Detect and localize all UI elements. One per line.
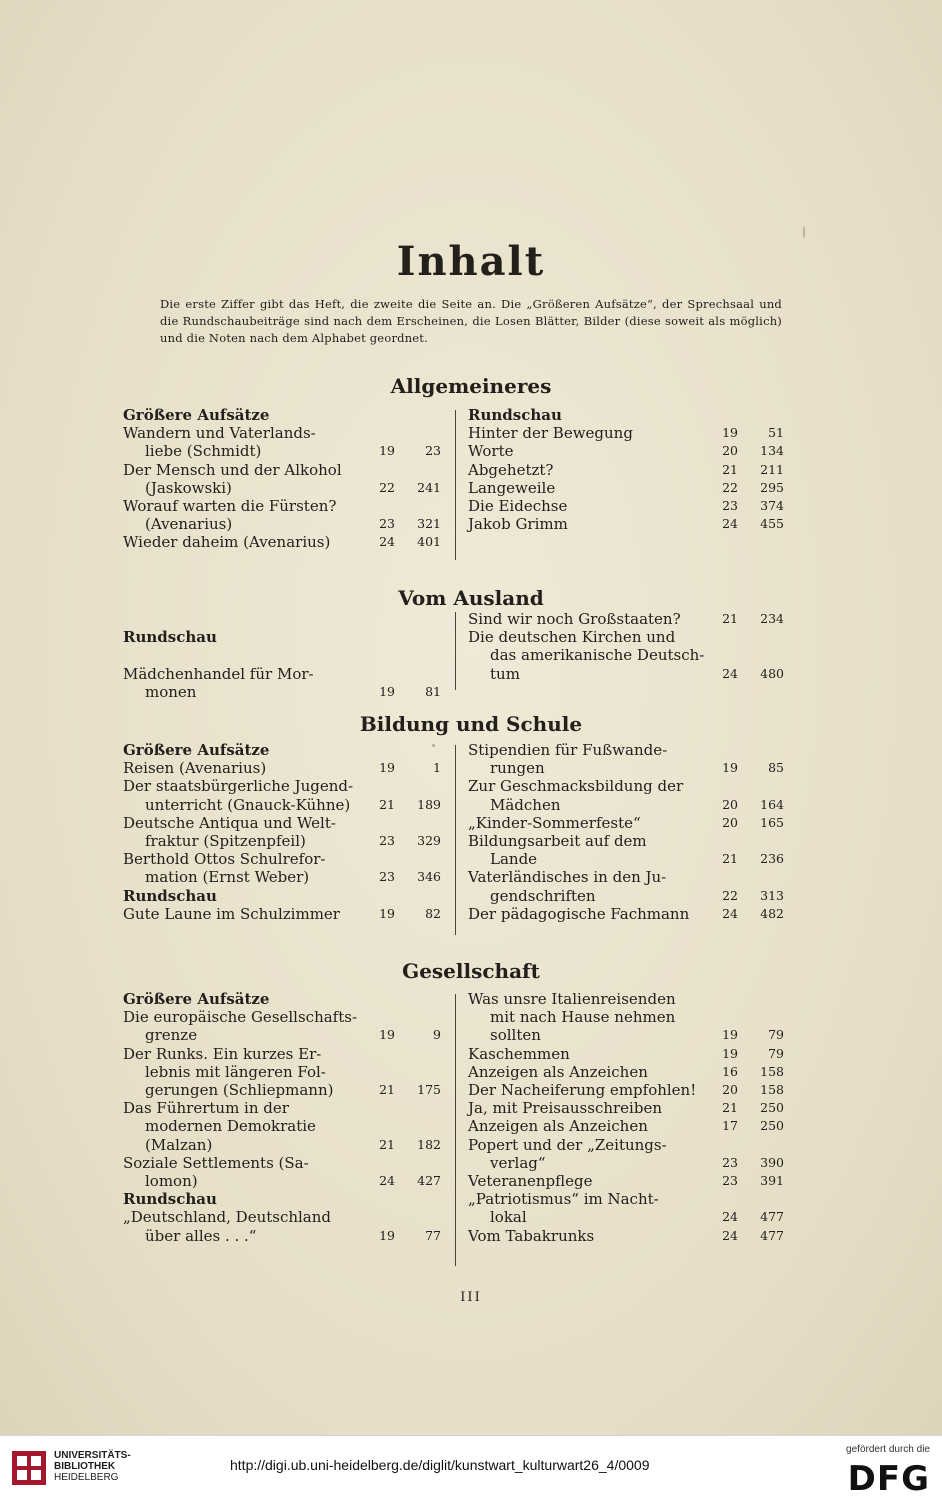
toc-entry-text: „Deutschland, Deutschland [123, 1208, 332, 1227]
toc-entry [123, 850, 441, 868]
toc-entry-text: (Jaskowski) [145, 478, 232, 497]
toc-entry [468, 1172, 784, 1190]
toc-entry-text: monen [145, 682, 197, 701]
toc-page-number: 23 [425, 443, 441, 459]
toc-entry-text: Ja, mit Preisausschreiben [468, 1099, 662, 1118]
toc-entry [123, 515, 441, 533]
toc-entry-text: Jakob Grimm [468, 515, 568, 534]
toc-page-number: 346 [417, 869, 441, 885]
toc-entry-text: lomon) [145, 1172, 198, 1191]
toc-issue-number: 23 [379, 869, 395, 885]
toc-entry [468, 424, 784, 442]
toc-entry-text: gerungen (Schliepmann) [145, 1081, 334, 1100]
toc-issue-number: 20 [722, 796, 738, 812]
paper-speck [432, 744, 435, 747]
toc-page-number: 427 [417, 1173, 441, 1189]
toc-column [123, 610, 441, 701]
toc-issue-number: 20 [722, 443, 738, 459]
toc-page-number: 295 [760, 479, 784, 495]
dfg-logo: DFG [847, 1459, 930, 1499]
toc-entry-text: Worte [468, 442, 514, 461]
toc-entry [123, 424, 441, 442]
toc-entry-text: Die europäische Gesellschafts- [123, 1008, 358, 1027]
toc-page-number: 134 [760, 443, 784, 459]
toc-entry [468, 461, 784, 479]
toc-entry [123, 461, 441, 479]
toc-entry [468, 497, 784, 515]
toc-entry [468, 515, 784, 533]
toc-issue-number: 19 [379, 443, 395, 459]
toc-issue-number: 23 [722, 498, 738, 514]
toc-entry [468, 1026, 784, 1044]
toc-entry-text: Gute Laune im Schulzimmer [123, 904, 340, 923]
toc-entry-text: mit nach Hause nehmen [490, 1008, 676, 1027]
toc-issue-number: 16 [722, 1063, 738, 1079]
toc-entry [123, 683, 441, 701]
toc-entry-text: Der pädagogische Fachmann [468, 904, 690, 923]
toc-entry [123, 646, 441, 664]
funding-label: gefördert durch die [846, 1444, 930, 1455]
toc-entry-text: fraktur (Spitzenpfeil) [145, 832, 306, 851]
toc-issue-number: 23 [379, 833, 395, 849]
toc-page-number: 9 [433, 1027, 441, 1043]
toc-entry-text: Der staatsbürgerliche Jugend- [123, 777, 354, 796]
toc-issue-number: 24 [722, 905, 738, 921]
paper-speck [803, 226, 805, 238]
toc-entry-text: Stipendien für Fußwande- [468, 741, 668, 759]
toc-entry [123, 1227, 441, 1245]
toc-column [123, 990, 441, 1245]
toc-entry [468, 610, 784, 628]
toc-entry-text: über alles . . .“ [145, 1226, 257, 1245]
toc-entry [468, 887, 784, 905]
toc-entry-text: Der Nacheiferung empfohlen! [468, 1081, 697, 1100]
toc-entry-text: Die deutschen Kirchen und [468, 628, 676, 647]
toc-entry-text: Größere Aufsätze [123, 741, 270, 759]
toc-entry-text: Langeweile [468, 478, 556, 497]
toc-entry-text: Rundschau [123, 1190, 217, 1209]
toc-entry-text: Die Eidechse [468, 497, 568, 516]
toc-issue-number: 24 [722, 665, 738, 681]
toc-issue-number: 23 [722, 1173, 738, 1189]
toc-entry [123, 905, 441, 923]
toc-entry [468, 665, 784, 683]
toc-entry [123, 814, 441, 832]
toc-column [123, 741, 441, 923]
column-divider [455, 410, 456, 560]
toc-issue-number: 24 [722, 516, 738, 532]
toc-entry-text: Der Mensch und der Alkohol [123, 460, 342, 479]
toc-column [123, 406, 441, 552]
toc-entry [123, 533, 441, 551]
toc-entry-text: Was unsre Italienreisenden [468, 990, 676, 1008]
toc-entry-text: Berthold Ottos Schulrefor- [123, 850, 326, 869]
toc-entry-text: Deutsche Antiqua und Welt- [123, 813, 336, 832]
toc-entry [123, 796, 441, 814]
toc-page-number: 313 [760, 887, 784, 903]
toc-entry [468, 1227, 784, 1245]
toc-entry [123, 442, 441, 460]
toc-entry-text: tum [490, 664, 520, 683]
toc-entry [123, 832, 441, 850]
toc-page-number: 321 [417, 516, 441, 532]
toc-page-number: 165 [760, 814, 784, 830]
toc-entry-text: mation (Ernst Weber) [145, 868, 310, 887]
toc-page-number: 329 [417, 833, 441, 849]
toc-page-number: 236 [760, 851, 784, 867]
toc-page-number: 211 [760, 461, 784, 477]
section-title-gesellschaft: Gesellschaft [402, 959, 540, 983]
toc-entry-text: (Avenarius) [145, 515, 233, 534]
library-name: UNIVERSITÄTS- BIBLIOTHEK HEIDELBERG [54, 1450, 131, 1483]
toc-entry-text: Soziale Settlements (Sa- [123, 1153, 309, 1172]
toc-entry-text: Sind wir noch Großstaaten? [468, 610, 681, 628]
toc-entry [123, 777, 441, 795]
toc-entry-text: Veteranenpflege [468, 1172, 593, 1191]
toc-page-number: 182 [417, 1136, 441, 1152]
column-divider [455, 994, 456, 1266]
toc-entry-text: Hinter der Bewegung [468, 424, 633, 443]
toc-entry [468, 646, 784, 664]
toc-subheading [123, 406, 441, 424]
toc-entry [123, 1081, 441, 1099]
section-title-ausland: Vom Ausland [398, 586, 544, 610]
toc-entry [123, 1117, 441, 1135]
toc-entry [468, 1190, 784, 1208]
toc-issue-number: 20 [722, 814, 738, 830]
toc-entry-text: Rundschau [468, 406, 562, 424]
toc-entry-text: Zur Geschmacksbildung der [468, 777, 684, 796]
toc-page-number: 158 [760, 1063, 784, 1079]
toc-page-number: 81 [425, 683, 441, 699]
toc-page-number: 477 [760, 1227, 784, 1243]
toc-entry [468, 868, 784, 886]
toc-issue-number: 17 [722, 1118, 738, 1134]
toc-subheading [123, 887, 441, 905]
toc-entry-text: Rundschau [123, 886, 217, 905]
toc-entry [468, 1081, 784, 1099]
toc-entry [123, 759, 441, 777]
toc-page-number: 85 [768, 760, 784, 776]
toc-column [468, 610, 784, 683]
toc-entry-text: Das Führertum in der [123, 1099, 289, 1118]
toc-entry [468, 1154, 784, 1172]
toc-subheading [123, 990, 441, 1008]
toc-entry [123, 665, 441, 683]
toc-subheading [123, 1190, 441, 1208]
toc-page-number: 241 [417, 479, 441, 495]
page-title: Inhalt [396, 238, 546, 285]
toc-entry [468, 759, 784, 777]
toc-entry-text [123, 646, 128, 664]
toc-entry [468, 1117, 784, 1135]
toc-issue-number: 21 [722, 461, 738, 477]
toc-entry-text: lebnis mit längeren Fol- [145, 1062, 326, 1081]
toc-issue-number: 24 [722, 1209, 738, 1225]
toc-entry-text: Worauf warten die Fürsten? [123, 497, 337, 516]
toc-entry [468, 850, 784, 868]
toc-entry-text: grenze [145, 1026, 198, 1045]
toc-entry [468, 442, 784, 460]
toc-issue-number: 19 [379, 1227, 395, 1243]
toc-issue-number: 21 [379, 1082, 395, 1098]
toc-page-number: 189 [417, 796, 441, 812]
toc-entry [468, 814, 784, 832]
toc-entry [468, 1208, 784, 1226]
toc-entry-text: Popert und der „Zeitungs- [468, 1135, 667, 1154]
section-title-bildung: Bildung und Schule [359, 712, 583, 736]
toc-column [468, 406, 784, 533]
toc-issue-number: 22 [722, 479, 738, 495]
toc-issue-number: 19 [379, 905, 395, 921]
toc-entry-text: Abgehetzt? [468, 460, 554, 479]
toc-page-number: 477 [760, 1209, 784, 1225]
toc-page-number: 1 [433, 760, 441, 776]
toc-page-number: 250 [760, 1118, 784, 1134]
toc-page-number: 158 [760, 1082, 784, 1098]
toc-entry [468, 1008, 784, 1026]
toc-entry [468, 1099, 784, 1117]
toc-entry-text: Anzeigen als Anzeichen [468, 1117, 648, 1136]
toc-entry-text: unterricht (Gnauck-Kühne) [145, 795, 351, 814]
viewer-footer [0, 1435, 942, 1503]
toc-entry-text: Kaschemmen [468, 1044, 570, 1063]
page-folio: III [460, 1290, 482, 1305]
toc-page-number: 175 [417, 1082, 441, 1098]
toc-page-number: 401 [417, 534, 441, 550]
toc-issue-number: 22 [379, 479, 395, 495]
toc-subheading [468, 406, 784, 424]
toc-entry [123, 1172, 441, 1190]
toc-issue-number: 19 [379, 1027, 395, 1043]
toc-issue-number: 19 [722, 1027, 738, 1043]
toc-entry-text: Bildungsarbeit auf dem [468, 832, 647, 851]
toc-entry-text: Mädchen [490, 795, 561, 814]
toc-issue-number: 21 [379, 796, 395, 812]
toc-entry-text: rungen [490, 759, 545, 778]
toc-entry [468, 905, 784, 923]
university-library-logo-icon [12, 1451, 46, 1485]
toc-entry [468, 777, 784, 795]
toc-entry [123, 497, 441, 515]
toc-entry-text: modernen Demokratie [145, 1117, 316, 1136]
toc-page-number: 250 [760, 1100, 784, 1116]
toc-issue-number: 19 [722, 760, 738, 776]
toc-subheading [123, 741, 441, 759]
toc-entry [468, 741, 784, 759]
intro-note: Die erste Ziffer gibt das Heft, die zweite die Seite an. Die „Größeren Aufsätze“, der Sprechsaal und die Rundschaubeiträge sind nach dem Erscheinen, die Losen Blätter, Bilder (diese soweit als möglich) und die Noten nach dem Alphabet geordnet. [160, 297, 782, 345]
toc-entry [123, 1154, 441, 1172]
toc-entry [468, 796, 784, 814]
toc-entry [468, 1136, 784, 1154]
toc-issue-number: 21 [722, 1100, 738, 1116]
toc-subheading [123, 628, 441, 646]
toc-entry [468, 990, 784, 1008]
toc-entry-text: Wandern und Vaterlands- [123, 424, 316, 443]
toc-issue-number: 24 [379, 1173, 395, 1189]
toc-entry-text: Vom Tabakrunks [468, 1226, 595, 1245]
toc-entry-text [123, 610, 128, 628]
toc-entry-text: Größere Aufsätze [123, 990, 270, 1008]
toc-entry-text: verlag“ [490, 1153, 546, 1172]
toc-entry [123, 868, 441, 886]
toc-page-number: 480 [760, 665, 784, 681]
toc-entry-text: liebe (Schmidt) [145, 442, 262, 461]
toc-entry [123, 1045, 441, 1063]
section-title-allgemeines: Allgemeineres [390, 374, 552, 398]
toc-entry-text: Rundschau [123, 628, 217, 647]
toc-entry-text: lokal [490, 1208, 527, 1227]
toc-page-number: 79 [768, 1045, 784, 1061]
toc-issue-number: 21 [722, 851, 738, 867]
toc-entry [123, 1063, 441, 1081]
toc-issue-number: 19 [379, 760, 395, 776]
toc-entry-text: Lande [490, 850, 538, 869]
toc-entry [468, 1063, 784, 1081]
toc-entry-text: Anzeigen als Anzeichen [468, 1062, 648, 1081]
toc-issue-number: 19 [379, 683, 395, 699]
toc-entry [123, 1099, 441, 1117]
toc-entry [123, 610, 441, 628]
toc-entry-text: „Kinder-Sommerfeste“ [468, 813, 641, 832]
toc-entry-text: Größere Aufsätze [123, 406, 270, 424]
toc-page-number: 164 [760, 796, 784, 812]
toc-issue-number: 22 [722, 887, 738, 903]
toc-page-number: 51 [768, 425, 784, 441]
toc-entry-text: Mädchenhandel für Mor- [123, 664, 314, 683]
toc-entry-text: Reisen (Avenarius) [123, 759, 267, 778]
toc-issue-number: 23 [722, 1154, 738, 1170]
toc-entry-text: das amerikanische Deutsch- [490, 646, 705, 665]
toc-column [468, 990, 784, 1245]
toc-issue-number: 19 [722, 1045, 738, 1061]
toc-entry [123, 1026, 441, 1044]
toc-issue-number: 21 [379, 1136, 395, 1152]
toc-column [468, 741, 784, 923]
toc-page-number: 234 [760, 611, 784, 626]
toc-issue-number: 23 [379, 516, 395, 532]
toc-entry-text: sollten [490, 1026, 541, 1045]
toc-entry-text: Wieder daheim (Avenarius) [123, 533, 331, 552]
toc-entry [123, 1008, 441, 1026]
toc-page-number: 455 [760, 516, 784, 532]
toc-issue-number: 20 [722, 1082, 738, 1098]
toc-entry [123, 1208, 441, 1226]
toc-page-number: 79 [768, 1027, 784, 1043]
toc-issue-number: 24 [722, 1227, 738, 1243]
toc-page-number: 77 [425, 1227, 441, 1243]
toc-entry-text: (Malzan) [145, 1135, 213, 1154]
toc-page-number: 374 [760, 498, 784, 514]
toc-entry-text: Vaterländisches in den Ju- [468, 868, 667, 887]
toc-page-number: 390 [760, 1154, 784, 1170]
toc-page-number: 82 [425, 905, 441, 921]
toc-page-number: 482 [760, 905, 784, 921]
column-divider [455, 745, 456, 935]
toc-entry [123, 479, 441, 497]
column-divider [455, 612, 456, 690]
page-url[interactable]: http://digi.ub.uni-heidelberg.de/diglit/kunstwart_kulturwart26_4/0009 [230, 1457, 650, 1473]
toc-issue-number: 19 [722, 425, 738, 441]
toc-issue-number: 21 [722, 611, 738, 626]
toc-entry [468, 832, 784, 850]
toc-issue-number: 24 [379, 534, 395, 550]
toc-entry-text: gendschriften [490, 886, 596, 905]
toc-entry [468, 628, 784, 646]
toc-entry [468, 479, 784, 497]
toc-entry-text: Der Runks. Ein kurzes Er- [123, 1044, 322, 1063]
toc-entry-text: „Patriotismus“ im Nacht- [468, 1190, 659, 1209]
toc-page-number: 391 [760, 1173, 784, 1189]
toc-entry [468, 1045, 784, 1063]
toc-entry [123, 1136, 441, 1154]
